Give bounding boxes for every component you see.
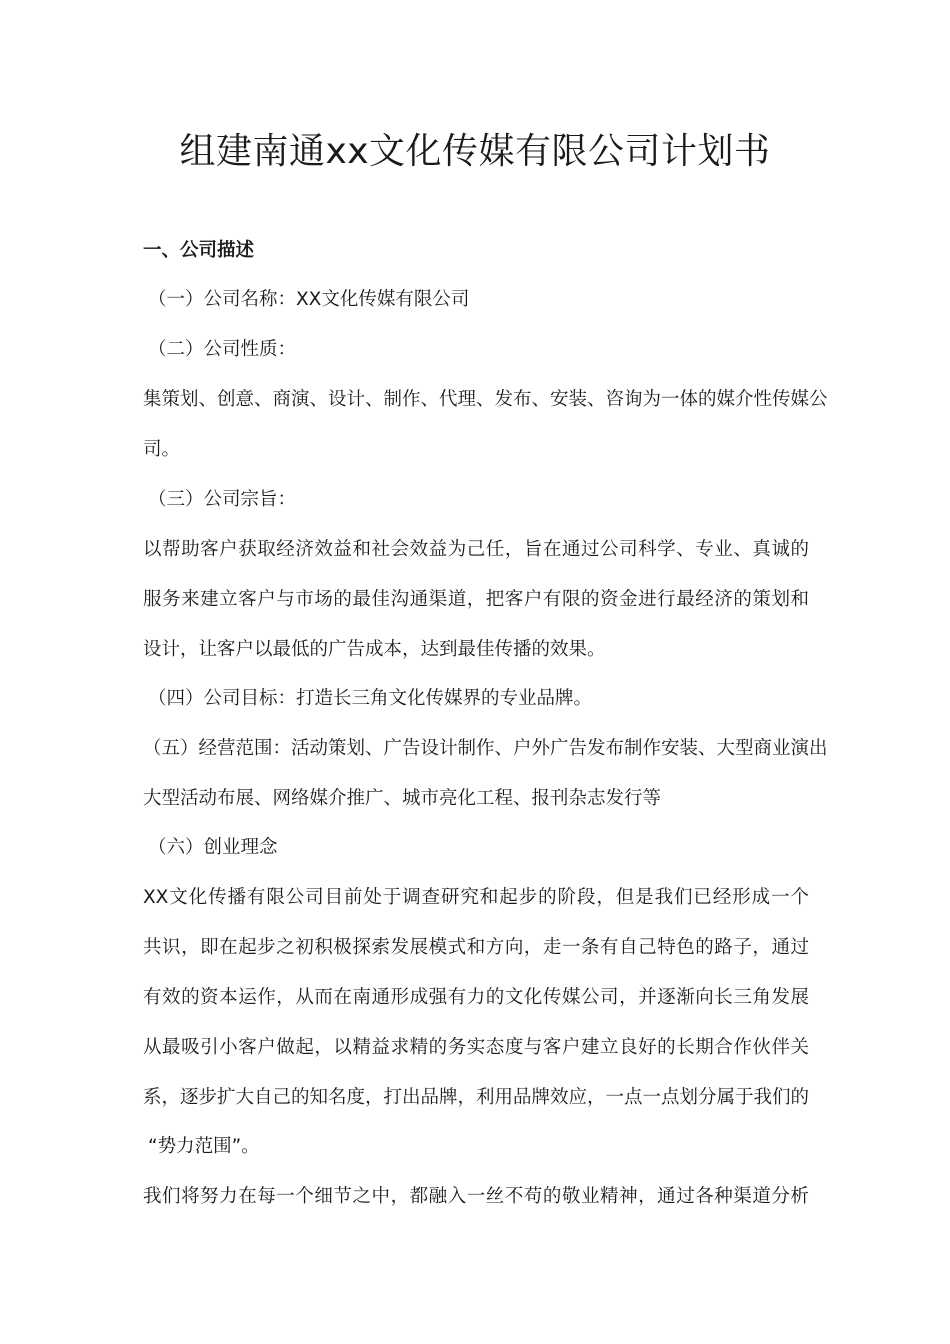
company-purpose-text-line-3: 设计，让客户以最低的广告成本，达到最佳传播的效果。 [143,639,606,660]
business-scope-line-2: 大型活动布展、网络媒介推广、城市亮化工程、报刊杂志发行等 [143,788,662,809]
philosophy-text-line-5: 系，逐步扩大自己的知名度，打出品牌，利用品牌效应，一点一点划分属于我们的 [143,1087,810,1108]
company-purpose-text-line-2: 服务来建立客户与市场的最佳沟通渠道，把客户有限的资金进行最经济的策划和 [143,589,809,610]
business-scope-line-1: （五）经营范围：活动策划、广告设计制作、户外广告发布制作安装、大型商业演出 [143,738,828,759]
company-nature-text-line-2: 司。 [143,439,181,460]
company-purpose-label: （三）公司宗旨： [148,489,297,510]
business-philosophy-label: （六）创业理念 [148,837,278,858]
philosophy-text-line-3: 有效的资本运作，从而在南通形成强有力的文化传媒公司，并逐渐向长三角发展 [143,987,809,1008]
philosophy-text-line-6: “势力范围”。 [148,1136,260,1157]
section-heading-company-description: 一、公司描述 [143,240,255,261]
philosophy-text-line-7: 我们将努力在每一个细节之中，都融入一丝不苟的敬业精神，通过各种渠道分析 [143,1186,809,1207]
philosophy-text-line-1: XX文化传播有限公司目前处于调查研究和起步的阶段，但是我们已经形成一个 [143,887,809,908]
document-title: 组建南通xx文化传媒有限公司计划书 [179,131,771,172]
company-goal-line: （四）公司目标：打造长三角文化传媒界的专业品牌。 [148,688,593,709]
company-nature-text-line-1: 集策划、创意、商演、设计、制作、代理、发布、安装、咨询为一体的媒介性传媒公 [143,389,828,410]
philosophy-text-line-4: 从最吸引小客户做起，以精益求精的务实态度与客户建立良好的长期合作伙伴关 [143,1037,809,1058]
company-purpose-text-line-1: 以帮助客户获取经济效益和社会效益为己任，旨在通过公司科学、专业、真诚的 [143,539,809,560]
philosophy-text-line-2: 共识，即在起步之初积极探索发展模式和方向，走一条有自己特色的路子，通过 [143,937,809,958]
company-name-line: （一）公司名称：XX文化传媒有限公司 [148,289,470,310]
company-nature-label: （二）公司性质： [148,339,297,360]
